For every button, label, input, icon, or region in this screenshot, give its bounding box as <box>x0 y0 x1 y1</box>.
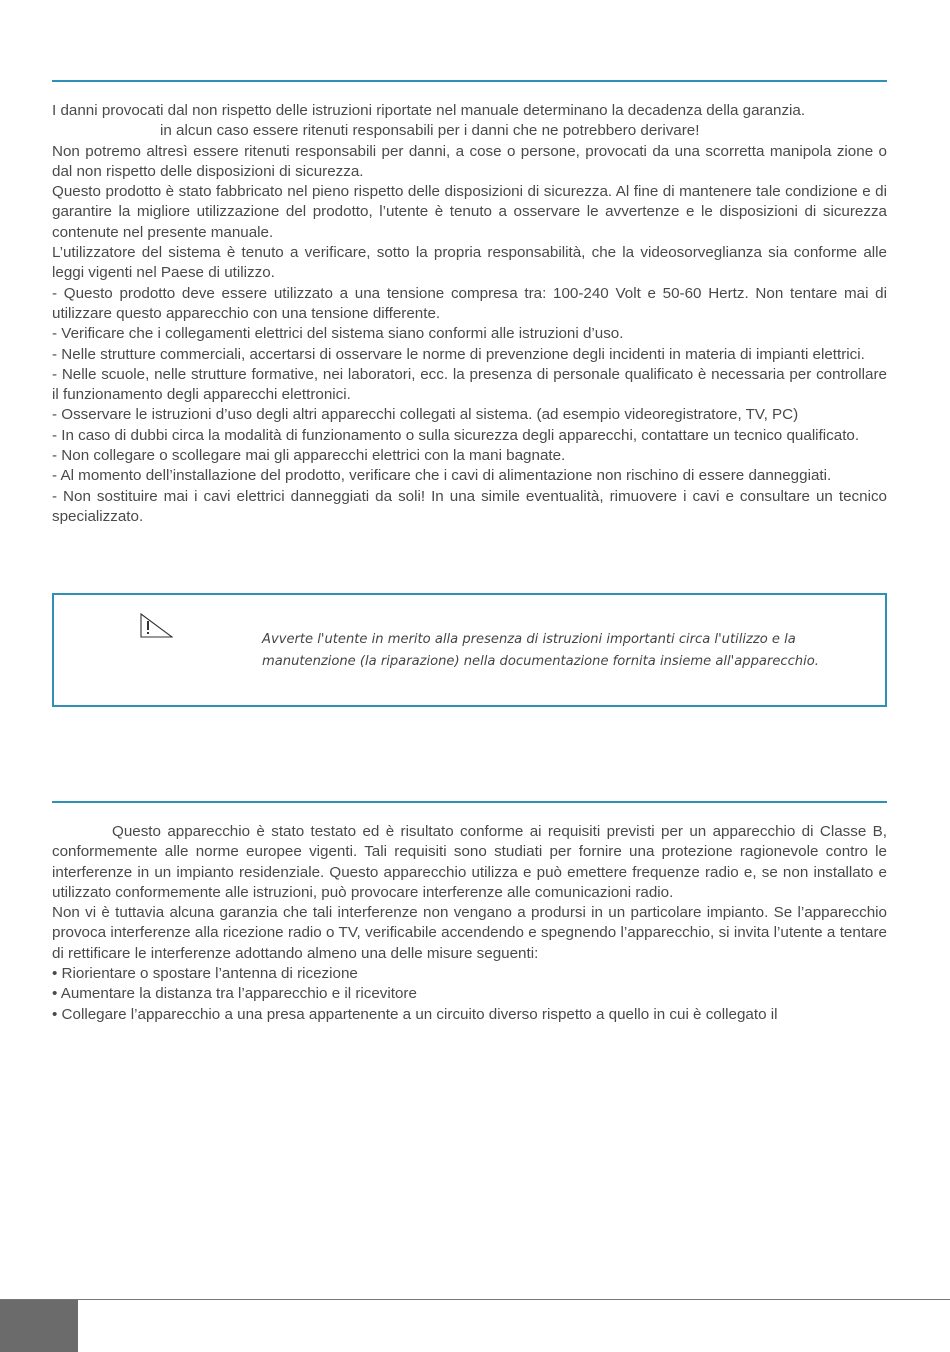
paragraph: - Al momento dell’installazione del prodotto, verificare che i cavi di alimentazione non rischino di essere danneggiati. <box>52 467 832 485</box>
paragraph: Non vi è tuttavia alcuna garanzia che tali interferenze non vengano a prodursi in un particolare impianto. Se l’apparecchio provoca interferenze alla ricezione radio o TV, verificabile accendendo e spegnendo l’apparecchio, si invita l’utente a tentare di rettificare le interferenze adottando almeno una delle misure seguenti: <box>52 904 887 962</box>
paragraph: - Non collegare o scollegare mai gli apparecchi elettrici con la mani bagnate. <box>52 447 566 465</box>
safety-text-block <box>52 101 887 527</box>
paragraph: Questo prodotto è stato fabbricato nel pieno rispetto delle disposizioni di sicurezza. Al fine di mantenere tale condizione e di garantire la migliore utilizzazione del prodotto, l’utente è tenuto a osservare le avvertenze e le disposizioni di sicurezza contenute nel presente manuale. <box>52 183 887 241</box>
list-item: • Riorientare o spostare l’antenna di ricezione <box>52 965 358 983</box>
paragraph: - Nelle strutture commerciali, accertarsi di osservare le norme di prevenzione degli incidenti in materia di impianti elettrici. <box>52 345 865 363</box>
paragraph: - Osservare le istruzioni d’uso degli altri apparecchi collegati al sistema. (ad esempio videoregistratore, TV, PC) <box>52 406 799 424</box>
paragraph: - Non sostituire mai i cavi elettrici danneggiati da soli! In una simile eventualità, rimuovere i cavi e consultare un tecnico specializzato. <box>52 487 887 525</box>
warning-box <box>52 593 887 707</box>
warning-text: Avverte l'utente in merito alla presenza di istruzioni importanti circa l'utilizzo e la manutenzione (la riparazione) nella documentazione fornita insieme all'apparecchio. <box>262 632 819 669</box>
compliance-text-block <box>52 822 887 1025</box>
paragraph: Non potremo altresì essere ritenuti responsabili per danni, a cose o persone, provocati da una scorretta manipola zione o dal non rispetto delle disposizioni di sicurezza. <box>52 142 887 180</box>
section1-top-rule <box>52 80 887 82</box>
section2-top-rule <box>52 801 887 803</box>
paragraph: in alcun caso essere ritenuti responsabili per i danni che ne potrebbero derivare! <box>160 122 700 140</box>
paragraph: Questo apparecchio è stato testato ed è risultato conforme ai requisiti previsti per un apparecchio di Classe B, conformemente alle norme europee vigenti. Tali requisiti sono studiati per fornire una protezione ragionevole contro le interferenze in un impianto residenziale. Questo apparecchio utilizza e può emettere frequenze radio e, se non installato e utilizzato conformemente alle istruzioni, può provocare interferenze alle comunicazioni radio. <box>52 823 887 901</box>
warning-triangle-icon <box>139 613 173 639</box>
paragraph: L’utilizzatore del sistema è tenuto a verificare, sotto la propria responsabilità, che la videosorveglianza sia conforme alle leggi vigenti nel Paese di utilizzo. <box>52 244 887 282</box>
page-number-tab <box>0 1300 78 1352</box>
list-item: • Aumentare la distanza tra l’apparecchio e il ricevitore <box>52 985 417 1003</box>
paragraph: - Verificare che i collegamenti elettrici del sistema siano conformi alle istruzioni d’uso. <box>52 325 624 343</box>
paragraph: I danni provocati dal non rispetto delle istruzioni riportate nel manuale determinano la decadenza della garanzia. <box>52 102 806 119</box>
paragraph: - In caso di dubbi circa la modalità di funzionamento o sulla sicurezza degli apparecchi, contattare un tecnico qualificato. <box>52 426 860 444</box>
paragraph: - Nelle scuole, nelle strutture formative, nei laboratori, ecc. la presenza di personale qualificato è necessaria per controllare il funzionamento degli apparecchi elettronici. <box>52 365 887 404</box>
footer-rule <box>0 1299 950 1300</box>
paragraph: - Questo prodotto deve essere utilizzato a una tensione compresa tra: 100-240 Volt e 50-60 Hertz. Non tentare mai di utilizzare questo apparecchio con una tensione differente. <box>52 284 887 322</box>
list-item: • Collegare l’apparecchio a una presa appartenente a un circuito diverso rispetto a quello in cui è collegato il <box>52 1005 778 1023</box>
